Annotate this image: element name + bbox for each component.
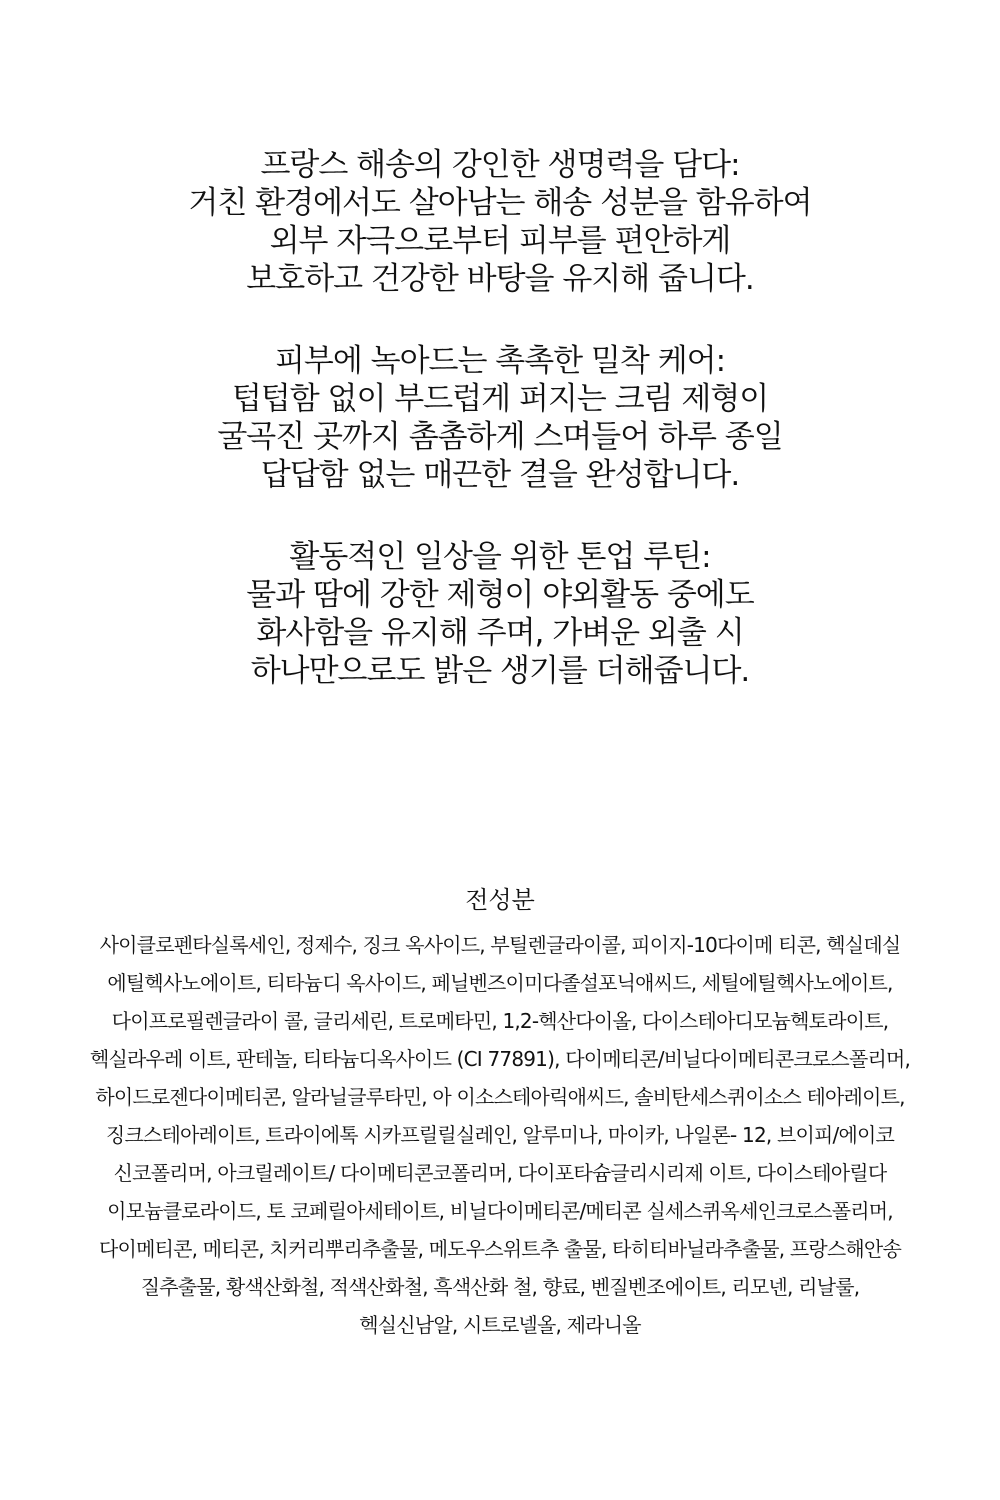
feature-block-toneup [0,538,1000,690]
feature-text-line: 화사함을 유지해 주며, 가벼운 외출 시 [256,615,744,651]
ingredients-title: 전성분 [465,886,535,914]
feature-text-line: 답답함 없는 매끈한 결을 완성합니다. [260,457,740,493]
ingredient-line: 사이클로펜타실록세인, 정제수, 징크 옥사이드, 부틸렌글라이콜, 피이지-10다이메 티콘, 헥실데실 [99,933,901,957]
feature-block-moist [0,342,1000,494]
feature-heading: 활동적인 일상을 위한 톤업 루틴: [289,539,711,575]
ingredients-section [0,880,1000,1344]
feature-text-line: 텁텁함 없이 부드럽게 퍼지는 크림 제형이 [231,381,769,417]
ingredient-line: 헥실신남알, 시트로넬올, 제라니올 [359,1313,641,1337]
ingredient-line: 이모늄클로라이드, 토 코페릴아세테이트, 비닐다이메티콘/메티콘 실세스퀴옥세인크로스폴리머, [107,1199,893,1223]
ingredient-line: 다이프로필렌글라이 콜, 글리세린, 트로메타민, 1,2-헥산다이올, 다이스테아디모늄헥토라이트, [111,1009,889,1033]
ingredient-line: 징크스테아레이트, 트라이에톡 시카프릴릴실레인, 알루미나, 마이카, 나일론- 12, 브이피/에이코 [105,1123,895,1147]
feature-text-line: 외부 자극으로부터 피부를 편안하게 [269,223,731,259]
feature-text-line: 물과 땀에 강한 제형이 야외활동 중에도 [246,577,754,613]
ingredient-line: 신코폴리머, 아크릴레이트/ 다이메티콘코폴리머, 다이포타슘글리시리제 이트, 다이스테아릴다 [113,1161,887,1185]
ingredient-line: 질추출물, 황색산화철, 적색산화철, 흑색산화 철, 향료, 벤질벤조에이트, 리모넨, 리날룰, [140,1275,860,1299]
feature-heading: 프랑스 해송의 강인한 생명력을 담다: [260,147,740,183]
feature-text-line: 보호하고 건강한 바탕을 유지해 줍니다. [246,261,754,297]
feature-text-line: 거친 환경에서도 살아남는 해송 성분을 함유하여 [188,185,812,221]
ingredient-line: 다이메티콘, 메티콘, 치커리뿌리추출물, 메도우스위트추 출물, 타히티바닐라추출물, 프랑스해안송 [99,1237,901,1261]
feature-text-line: 굴곡진 곳까지 촘촘하게 스며들어 하루 종일 [217,419,783,455]
feature-text-line: 하나만으로도 밝은 생기를 더해줍니다. [250,653,750,689]
feature-block-pine [0,146,1000,298]
feature-descriptions [0,146,1000,734]
feature-heading: 피부에 녹아드는 촉촉한 밀착 케어: [274,343,726,379]
ingredient-line: 에틸헥사노에이트, 티타늄디 옥사이드, 페닐벤즈이미다졸설포닉애씨드, 세틸에틸헥사노에이트, [107,971,893,995]
ingredient-line: 하이드로젠다이메티콘, 알라닐글루타민, 아 이소스테아릭애씨드, 솔비탄세스퀴이소스 테아레이트, [95,1085,905,1109]
ingredient-line: 헥실라우레 이트, 판테놀, 티타늄디옥사이드 (CI 77891), 다이메티콘/비닐다이메티콘크로스폴리머, [89,1047,911,1071]
